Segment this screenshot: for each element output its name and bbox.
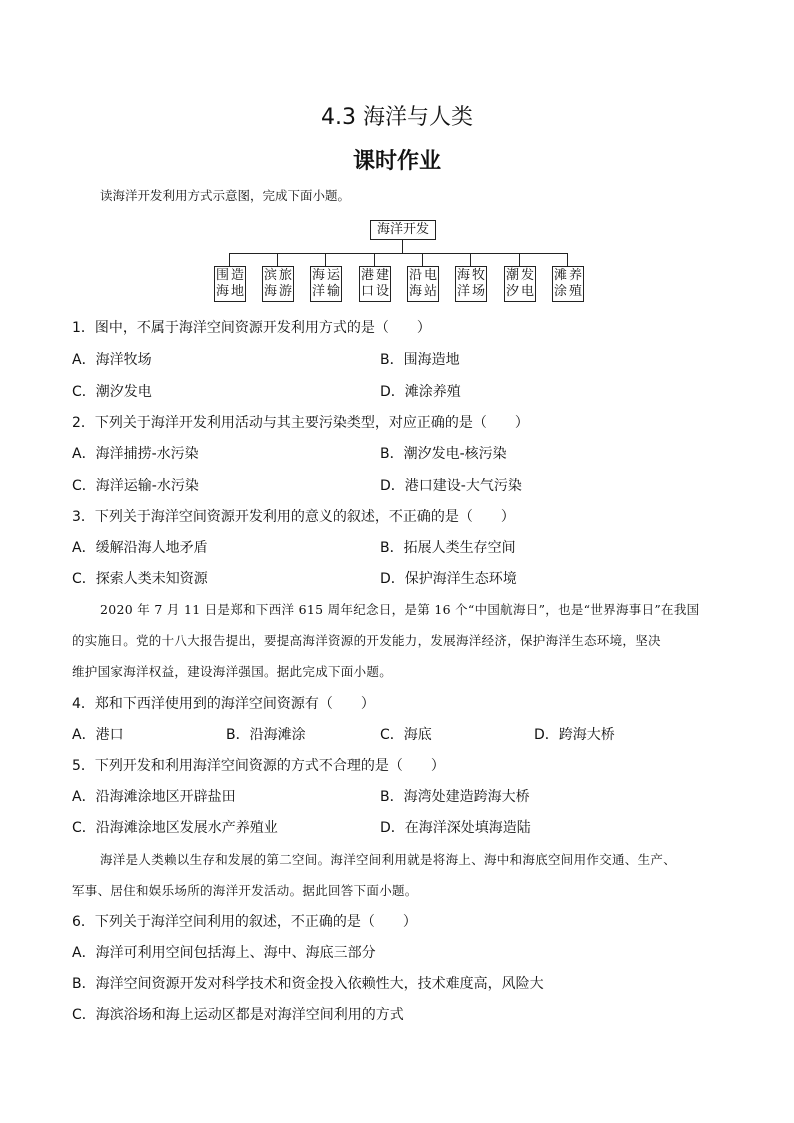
passage-ocean-space xyxy=(72,844,732,906)
diagram-node: 港口 建设 xyxy=(359,266,391,302)
question-1-option-a: A．海洋牧场 xyxy=(72,352,152,368)
page-title: 4.3 海洋与人类 xyxy=(321,105,473,130)
question-3-stem: 3．下列关于海洋空间资源开发利用的意义的叙述，不正确的是（ ） xyxy=(72,509,515,525)
question-1-option-c: C．潮汐发电 xyxy=(72,384,152,400)
diagram-connector xyxy=(470,253,471,266)
question-1-stem: 1．图中，不属于海洋空间资源开发利用方式的是（ ） xyxy=(72,320,431,336)
diagram-node: 沿海 电站 xyxy=(407,266,439,302)
question-5-option-b: B．海湾处建造跨海大桥 xyxy=(380,789,530,805)
diagram-connector xyxy=(402,239,403,253)
question-3-option-d: D．保护海洋生态环境 xyxy=(380,571,517,587)
passage-line: 海洋是人类赖以生存和发展的第二空间。海洋空间利用就是将海上、海中和海底空间用作交通、生产、 xyxy=(100,852,677,867)
diagram-connector xyxy=(325,253,326,266)
diagram-node: 围海 造地 xyxy=(214,266,246,302)
question-4-option-b: B．沿海滩涂 xyxy=(226,727,306,743)
question-5-option-d: D．在海洋深处填海造陆 xyxy=(380,820,531,836)
diagram-node: 海洋 运输 xyxy=(310,266,342,302)
question-4-option-a: A．港口 xyxy=(72,727,124,743)
diagram-node: 滩涂 养殖 xyxy=(552,266,584,302)
question-1-option-d: D．滩涂养殖 xyxy=(380,384,461,400)
passage-line: 军事、居住和娱乐场所的海洋开发活动。据此回答下面小题。 xyxy=(72,883,418,898)
question-2-option-c: C．海洋运输-水污染 xyxy=(72,478,199,494)
question-2-stem: 2．下列关于海洋开发利用活动与其主要污染类型，对应正确的是（ ） xyxy=(72,415,529,431)
question-5-option-a: A．沿海滩涂地区开辟盐田 xyxy=(72,789,236,805)
diagram-connector xyxy=(229,253,568,254)
passage-line: 维护国家海洋权益，建设海洋强国。据此完成下面小题。 xyxy=(72,664,393,679)
question-5-option-c: C．沿海滩涂地区发展水产养殖业 xyxy=(72,820,278,836)
question-3-option-a: A．缓解沿海人地矛盾 xyxy=(72,540,208,556)
question-4-option-d: D．跨海大桥 xyxy=(534,727,615,743)
diagram-connector xyxy=(519,253,520,266)
diagram-node: 海洋 牧场 xyxy=(455,266,487,302)
passage-line: 2020 年 7 月 11 日是郑和下西洋 615 周年纪念日，是第 16 个“中国航海日”，也是“世界海事日”在我国 xyxy=(100,602,700,617)
diagram-node: 潮汐 发电 xyxy=(504,266,536,302)
passage-line: 的实施日。党的十八大报告提出，要提高海洋资源的开发能力，发展海洋经济，保护海洋生态环境，坚决 xyxy=(72,633,661,648)
question-4-option-c: C．海底 xyxy=(380,727,432,743)
question-1-option-b: B．围海造地 xyxy=(380,352,460,368)
page-subtitle: 课时作业 xyxy=(352,149,441,174)
diagram-node: 滨海 旅游 xyxy=(262,266,294,302)
question-6-option-b: B．海洋空间资源开发对科学技术和资金投入依赖性大，技术难度高，风险大 xyxy=(72,976,544,992)
question-6-option-c: C．海滨浴场和海上运动区都是对海洋空间利用的方式 xyxy=(72,1007,404,1023)
diagram-connector xyxy=(229,253,230,266)
passage-zhenghe xyxy=(72,594,732,687)
question-6-option-a: A．海洋可利用空间包括海上、海中、海底三部分 xyxy=(72,945,376,961)
question-2-option-b: B．潮汐发电-核污染 xyxy=(380,446,507,462)
question-3-option-c: C．探索人类未知资源 xyxy=(72,571,208,587)
diagram-root: 海洋开发 xyxy=(370,220,436,240)
diagram-connector xyxy=(422,253,423,266)
question-6-stem: 6．下列关于海洋空间利用的叙述，不正确的是（ ） xyxy=(72,914,417,930)
question-5-stem: 5．下列开发和利用海洋空间资源的方式不合理的是（ ） xyxy=(72,758,445,774)
question-2-option-a: A．海洋捕捞-水污染 xyxy=(72,446,199,462)
diagram-connector xyxy=(277,253,278,266)
question-2-option-d: D．港口建设-大气污染 xyxy=(380,478,522,494)
question-3-option-b: B．拓展人类生存空间 xyxy=(380,540,516,556)
intro-text: 读海洋开发利用方式示意图，完成下面小题。 xyxy=(100,188,351,203)
diagram-connector xyxy=(374,253,375,266)
diagram-connector xyxy=(567,253,568,266)
question-4-stem: 4．郑和下西洋使用到的海洋空间资源有（ ） xyxy=(72,696,375,712)
